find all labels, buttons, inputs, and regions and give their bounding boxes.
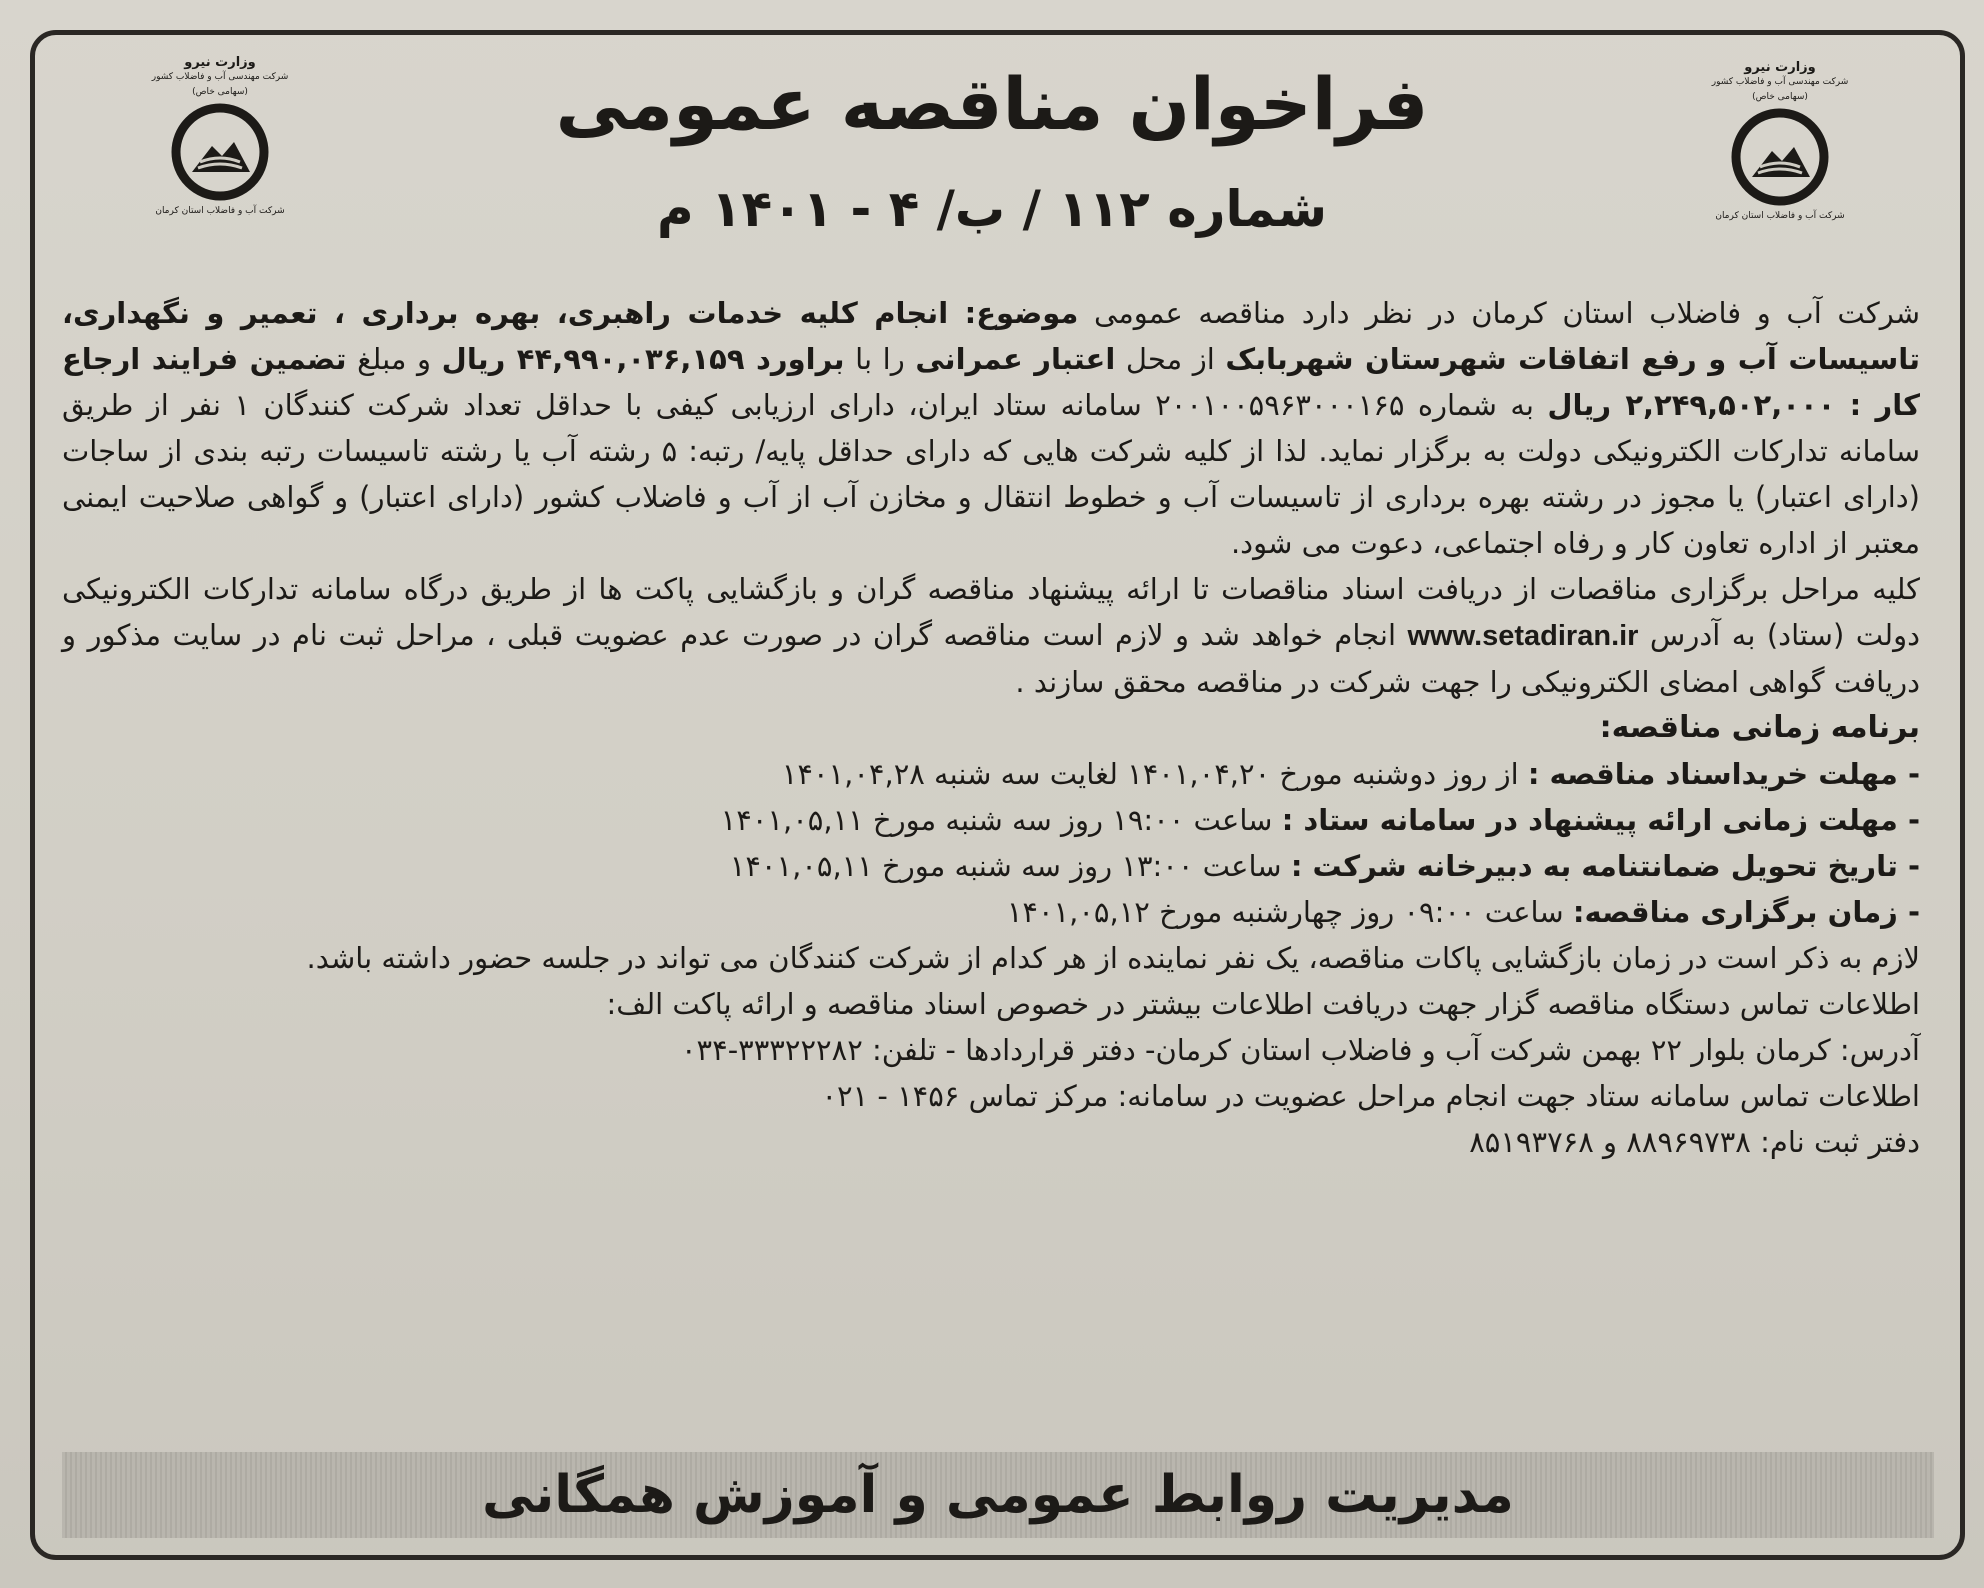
schedule-item-label: - زمان برگزاری مناقصه: xyxy=(1572,895,1920,929)
logo-right-company-sub: (سهامی خاص) xyxy=(1752,92,1808,102)
intro-text-c: را با xyxy=(844,342,916,376)
schedule-heading: برنامه زمانی مناقصه: xyxy=(1599,710,1920,745)
schedule-item-label: - تاریخ تحویل ضمانتنامه به دبیرخانه شرکت : xyxy=(1290,849,1920,883)
subject-text: انجام کلیه خدمات راهبری، بهره برداری ، تعمیر و نگهداری، تاسیسات آب و رفع اتفاقات شهرستان شهربابک xyxy=(62,296,1921,376)
logo-right-caption: شرکت آب و فاضلاب استان کرمان xyxy=(1715,211,1845,221)
schedule-item xyxy=(62,843,1920,889)
contact-intro: اطلاعات تماس دستگاه مناقصه گزار جهت دریافت اطلاعات بیشتر در خصوص اسناد مناقصه و ارائه پاکت الف: xyxy=(606,987,1920,1021)
logo-left-company: شرکت مهندسی آب و فاضلاب کشور xyxy=(151,72,289,82)
intro-paragraph xyxy=(62,290,1920,566)
process-text-b: انجام خواهد شد و لازم است مناقصه گران در صورت عدم عضویت قبلی ، مراحل ثبت نام در سایت مذکور و دریافت گواهی امضای الکترونیکی را جهت شرکت در مناقصه محقق سازند . xyxy=(62,618,1920,699)
schedule-section xyxy=(62,705,1920,935)
process-text-a: کلیه مراحل برگزاری مناقصات از دریافت اسناد مناقصات تا ارائه پیشنهاد مناقصه گران و بازگشایی پاکت ها از طریق درگاه سامانه تدارکات الکترونیکی دولت (ستاد) به آدرس xyxy=(62,572,1920,652)
process-paragraph xyxy=(62,566,1920,705)
schedule-item-value: از روز دوشنبه مورخ ۱۴۰۱,۰۴,۲۰ لغایت سه شنبه ۱۴۰۱,۰۴,۲۸ xyxy=(781,757,1528,791)
schedule-item-label: - مهلت خریداسناد مناقصه : xyxy=(1527,757,1920,791)
credit-source: اعتبار عمرانی xyxy=(915,342,1116,376)
registration-line: دفتر ثبت نام: ۸۸۹۶۹۷۳۸ و ۸۵۱۹۳۷۶۸ xyxy=(1469,1125,1920,1159)
intro-text-a: شرکت آب و فاضلاب استان کرمان در نظر دارد مناقصه عمومی xyxy=(1078,296,1920,330)
schedule-item xyxy=(62,751,1920,797)
intro-text-d: و مبلغ xyxy=(346,342,442,376)
schedule-item xyxy=(62,889,1920,935)
schedule-item-label: - مهلت زمانی ارائه پیشنهاد در سامانه ستاد : xyxy=(1281,803,1920,837)
intro-text-b: از محل xyxy=(1115,342,1226,376)
intro-text-e: به شماره ۲۰۰۱۰۰۵۹۶۳۰۰۰۱۶۵ سامانه ستاد ایران، دارای ارزیابی کیفی با حداقل تعداد شرکت کنندگان ۱ نفر از طریق سامانه تدارکات الکترونیکی دولت به برگزار نماید. لذا از کلیه شرکت هایی که دارای حداقل پایه/ رتبه: ۵ رشته آب یا رشته تاسیسات رتبه بندی از ساجات (دارای اعتبار) یا مجوز در رشته بهره برداری از تاسیسات آب و خطوط انتقال و مخازن آب از آب و فاضلاب کشور (دارای اعتبار) و گواهی صلاحیت ایمنی معتبر از اداره تعاون کار و رفاه اجتماعی، دعوت می شود. xyxy=(62,388,1920,560)
schedule-item-value: ساعت ۱۳:۰۰ روز سه شنبه مورخ ۱۴۰۱,۰۵,۱۱ xyxy=(729,849,1291,883)
announcement-body xyxy=(62,290,1920,1165)
address-line: آدرس: کرمان بلوار ۲۲ بهمن شرکت آب و فاضلاب استان کرمان- دفتر قراردادها - تلفن: ۳۳۳۲۲۲۸۲-۰۳۴ xyxy=(680,1033,1920,1067)
estimate-amount: براورد ۴۴,۹۹۰,۰۳۶,۱۵۹ ریال xyxy=(441,342,845,376)
attendance-note: لازم به ذکر است در زمان بازگشایی پاکات مناقصه، یک نفر نماینده از هر کدام از شرکت کنندگان می تواند در جلسه حضور داشته باشد. xyxy=(306,941,1920,975)
announcement-title: فراخوان مناقصه عمومی xyxy=(555,62,1429,146)
schedule-item xyxy=(62,797,1920,843)
logo-left-company-sub: (سهامی خاص) xyxy=(192,87,248,97)
setadiran-link[interactable]: www.setadiran.ir xyxy=(1407,620,1639,652)
footer-banner: مدیریت روابط عمومی و آموزش همگانی xyxy=(62,1452,1934,1538)
logo-right-company: شرکت مهندسی آب و فاضلاب کشور xyxy=(1711,77,1849,87)
subject-label: موضوع: xyxy=(964,296,1079,330)
logo-left-ministry: وزارت نیرو xyxy=(184,55,256,70)
schedule-item-value: ساعت ۰۹:۰۰ روز چهارشنبه مورخ ۱۴۰۱,۰۵,۱۲ xyxy=(1006,895,1573,929)
logo-right-ministry: وزارت نیرو xyxy=(1744,60,1816,75)
setad-contact-line: اطلاعات تماس سامانه ستاد جهت انجام مراحل عضویت در سامانه: مرکز تماس ۱۴۵۶ - ۰۲۱ xyxy=(821,1079,1920,1113)
tender-number: شماره ۱۱۲ / ب/ ۴ - ۱۴۰۱ م xyxy=(657,180,1327,238)
logo-left-caption: شرکت آب و فاضلاب استان کرمان xyxy=(155,206,285,216)
schedule-item-value: ساعت ۱۹:۰۰ روز سه شنبه مورخ ۱۴۰۱,۰۵,۱۱ xyxy=(720,803,1282,837)
guarantee-amount: تضمین فرایند ارجاع کار : ۲,۲۴۹,۵۰۲,۰۰۰ ریال xyxy=(62,342,1920,422)
